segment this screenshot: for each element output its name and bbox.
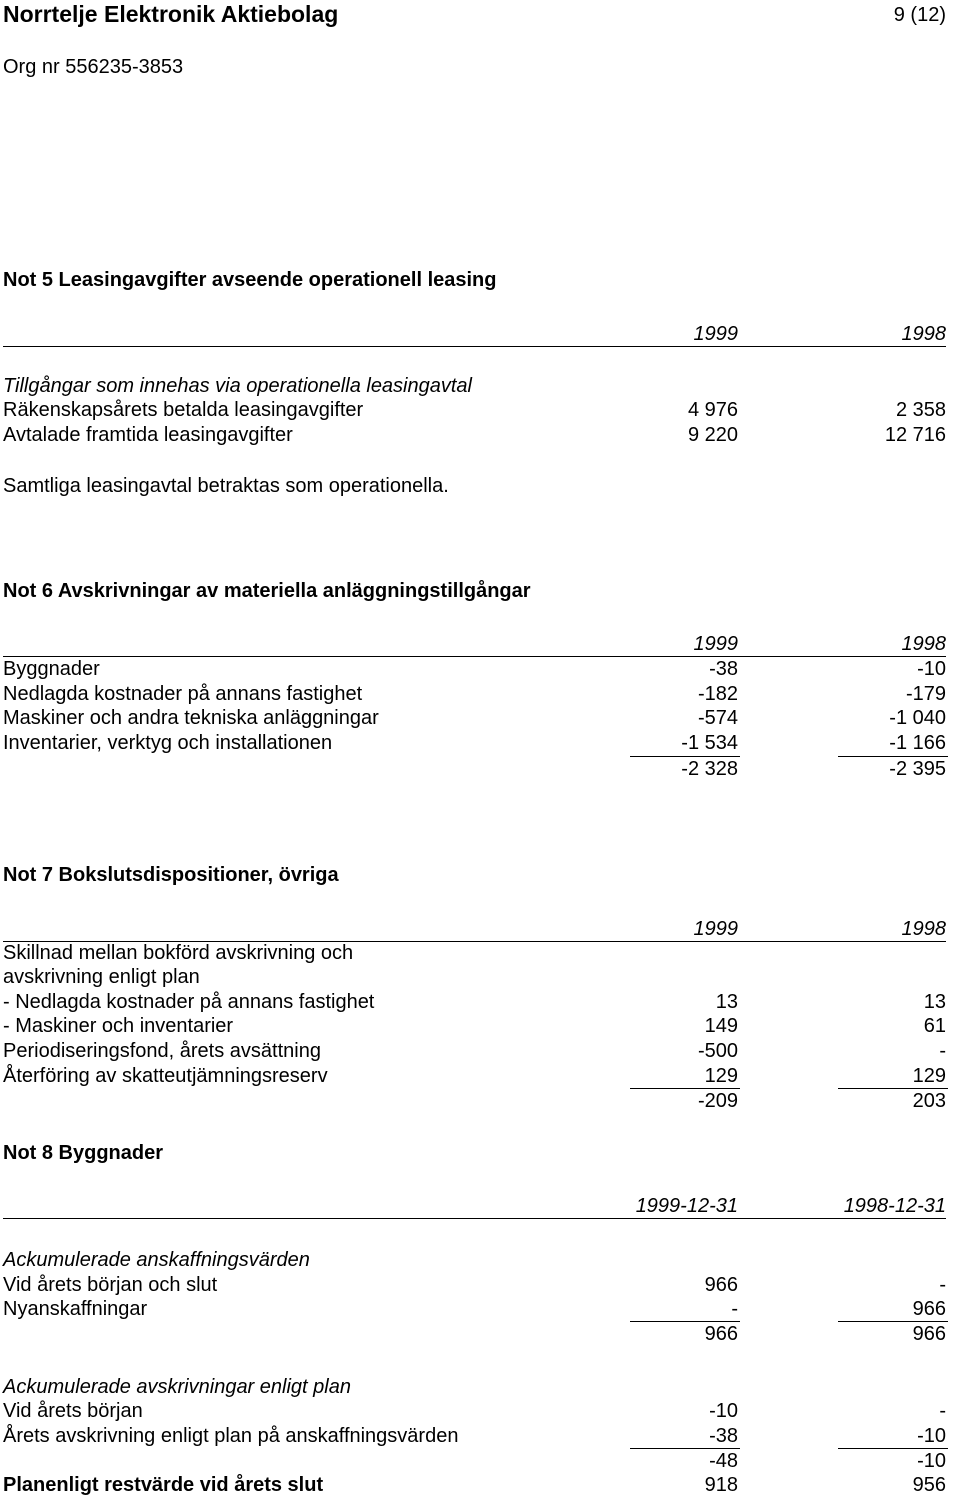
note6-row-value-1999: -1 534 [681,732,738,754]
note6-row-value-1999: -574 [697,707,738,729]
note8-row-value-1998: - [939,1400,946,1422]
note7-row-label: Återföring av skatteutjämningsreserv [3,1065,328,1087]
note7-row-value-1999: 129 [704,1065,738,1087]
note6-row-value-1998: -1 166 [889,732,946,754]
note7-row-label: Periodiseringsfond, årets avsättning [3,1040,321,1062]
note6-header-rule [3,656,946,657]
page-number: 9 (12) [893,4,946,26]
note6-title: Not 6 Avskrivningar av materiella anläggningstillgångar [3,580,531,602]
note5-remark: Samtliga leasingavtal betraktas som operationella. [3,475,449,497]
note8-row-value-1999: -10 [709,1400,738,1422]
note6-row-value-1998: -179 [905,683,946,705]
note5-col1-header: 1999 [693,323,738,345]
note8-row-value-1999: - [731,1298,738,1320]
note6-total-1999: -2 328 [681,758,738,780]
note8-final-label: Planenligt restvärde vid årets slut [3,1474,324,1496]
org-number: Org nr 556235-3853 [3,56,184,78]
note8-col2-header: 1998-12-31 [843,1195,946,1217]
note8-header-rule [3,1218,946,1219]
note8-row-label: Nyanskaffningar [3,1298,148,1320]
note6-row-label: Inventarier, verktyg och installationen [3,732,333,754]
note8-row-label: Vid årets början och slut [3,1274,218,1296]
note6-col2-header: 1998 [901,633,946,655]
note6-row-label: Nedlagda kostnader på annans fastighet [3,683,363,705]
note5-row-value-1998: 2 358 [895,399,946,421]
note8-total2-1999: -48 [709,1450,738,1472]
note8-final-1998: 956 [912,1474,946,1496]
note7-row-value-1998: 13 [923,991,946,1013]
note8-total1-1999: 966 [704,1323,738,1345]
note8-section2-title: Ackumulerade avskrivningar enligt plan [3,1376,351,1398]
note8-title: Not 8 Byggnader [3,1142,164,1164]
note8-final-1999: 918 [704,1474,738,1496]
note5-row-label: Räkenskapsårets betalda leasingavgifter [3,399,364,421]
note7-row-value-1998: 129 [912,1065,946,1087]
note8-col1-header: 1999-12-31 [635,1195,738,1217]
note8-total2-1998: -10 [917,1450,946,1472]
note5-title: Not 5 Leasingavgifter avseende operationell leasing [3,269,497,291]
company-name: Norrtelje Elektronik Aktiebolag [3,1,339,27]
note5-col2-header: 1998 [901,323,946,345]
note6-row-value-1998: -10 [917,658,946,680]
note6-col1-header: 1999 [693,633,738,655]
note7-col2-header: 1998 [901,918,946,940]
note7-row-value-1998: 61 [923,1015,946,1037]
note8-row-value-1998: - [939,1274,946,1296]
note7-row-value-1999: -500 [697,1040,738,1062]
note6-row-value-1999: -182 [697,683,738,705]
note7-title: Not 7 Bokslutsdispositioner, övriga [3,864,339,886]
note7-description-line1: Skillnad mellan bokförd avskrivning och [3,942,354,964]
note7-row-value-1999: 149 [704,1015,738,1037]
note6-row-label: Maskiner och andra tekniska anläggningar [3,707,379,729]
note5-section-title: Tillgångar som innehas via operationella leasingavtal [3,375,472,397]
note7-row-value-1999: 13 [715,991,738,1013]
note8-row-value-1999: 966 [704,1274,738,1296]
note7-description-line2: avskrivning enligt plan [3,966,200,988]
note8-row-value-1999: -38 [709,1425,738,1447]
note8-row-value-1998: 966 [912,1298,946,1320]
note5-row-value-1998: 12 716 [884,424,946,446]
note5-row-value-1999: 4 976 [687,399,738,421]
note5-row-value-1999: 9 220 [687,424,738,446]
note6-row-value-1999: -38 [709,658,738,680]
note6-total-1998: -2 395 [889,758,946,780]
note7-row-label: - Maskiner och inventarier [3,1015,234,1037]
note7-total-1998: 203 [912,1090,946,1112]
note5-row-label: Avtalade framtida leasingavgifter [3,424,293,446]
note8-row-label: Årets avskrivning enligt plan på anskaffningsvärden [3,1425,459,1447]
note8-row-value-1998: -10 [917,1425,946,1447]
note7-col1-header: 1999 [693,918,738,940]
note8-section1-title: Ackumulerade anskaffningsvärden [3,1249,310,1271]
note6-row-label: Byggnader [3,658,100,680]
note8-row-label: Vid årets början [3,1400,143,1422]
note6-row-value-1998: -1 040 [889,707,946,729]
note5-header-rule [3,346,946,347]
note7-row-label: - Nedlagda kostnader på annans fastighet [3,991,375,1013]
note7-row-value-1998: - [939,1040,946,1062]
note7-total-1999: -209 [697,1090,738,1112]
note8-total1-1998: 966 [912,1323,946,1345]
